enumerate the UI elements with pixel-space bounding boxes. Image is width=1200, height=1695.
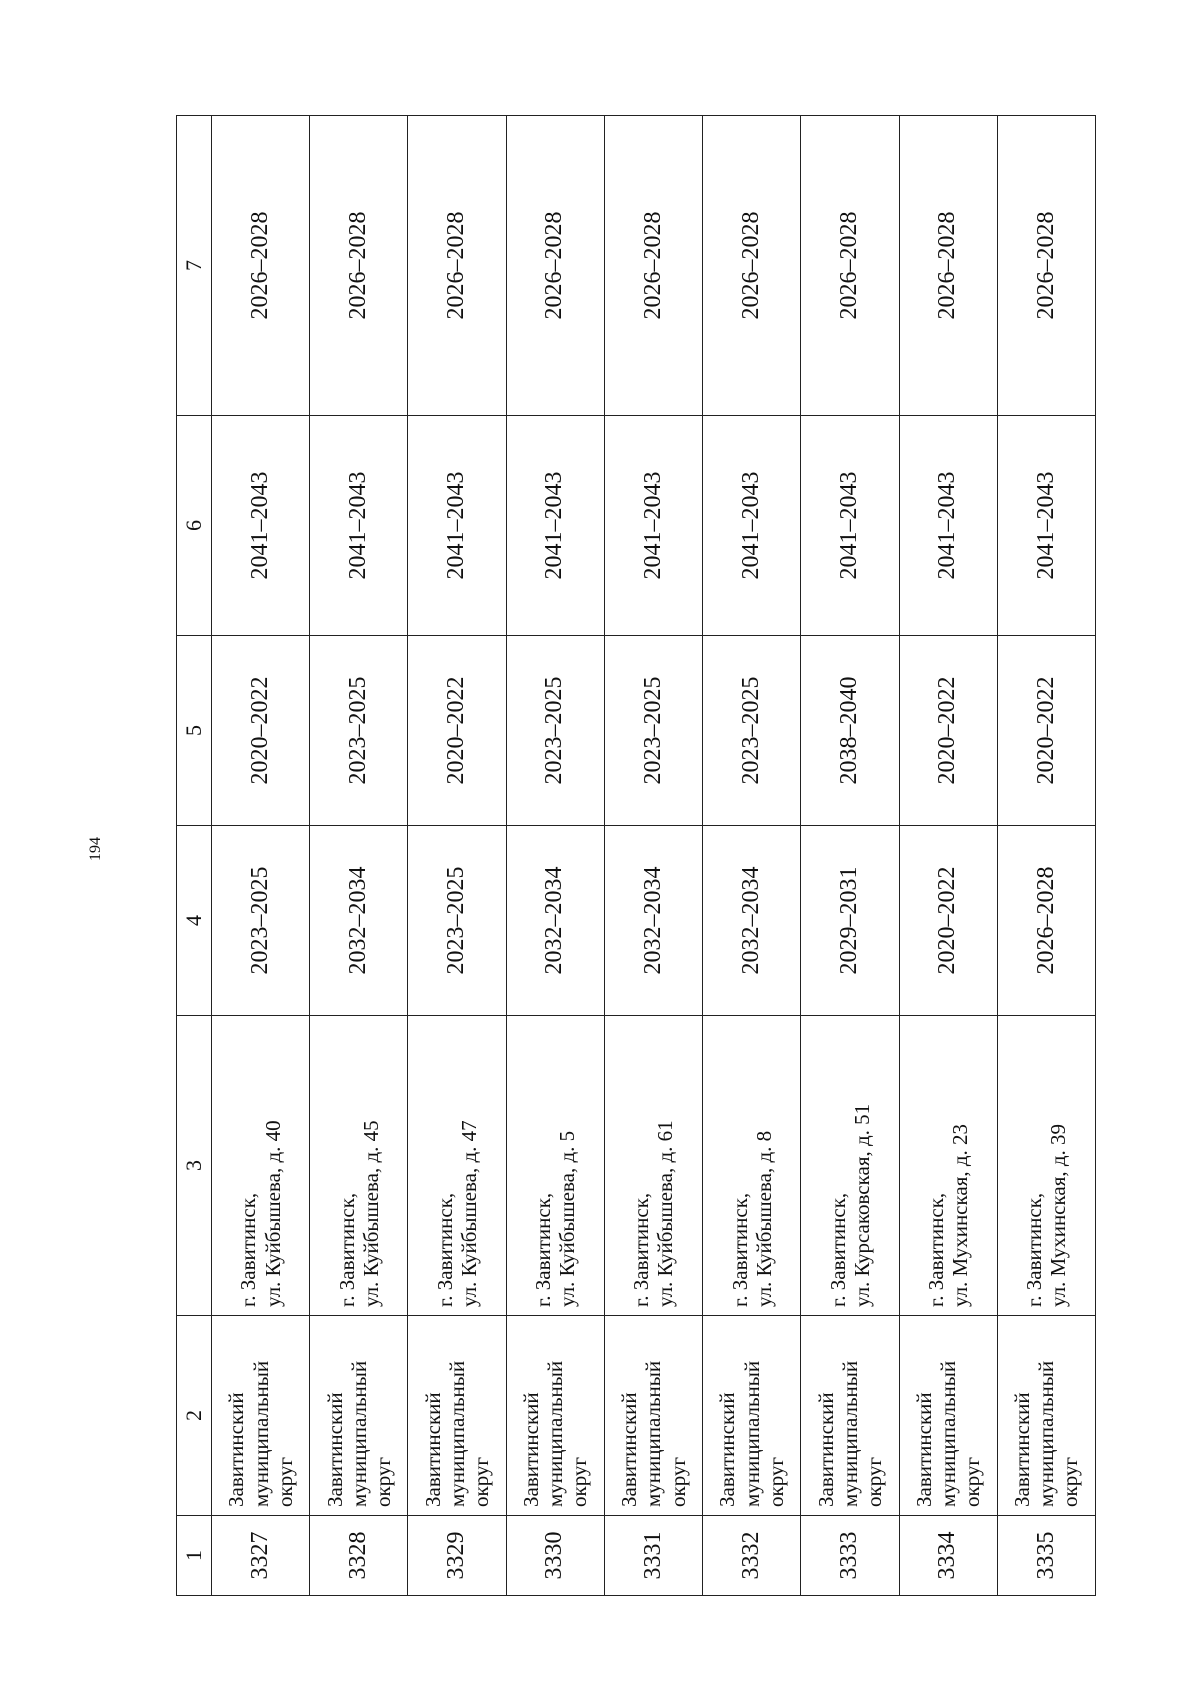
municipality-line: округ [469, 1456, 494, 1507]
period-col7: 2026–2028 [801, 116, 899, 416]
period-col5: 2020–2022 [212, 636, 310, 826]
period-col4: 2032–2034 [604, 826, 702, 1016]
period-col4: 2023–2025 [212, 826, 310, 1016]
municipality-line: Завитинский [911, 1392, 936, 1507]
address-cell [212, 1016, 310, 1316]
table-row [703, 116, 801, 1596]
municipality-line: муниципальный [641, 1360, 666, 1507]
period-col7: 2026–2028 [703, 116, 801, 416]
address-line: г. Завитинск, [629, 1192, 654, 1307]
municipality-line: округ [370, 1456, 395, 1507]
address-line: ул. Куйбышева, д. 40 [260, 1120, 285, 1307]
table-container [176, 116, 1096, 1596]
table-header-row [177, 116, 212, 1596]
municipality-cell [997, 1316, 1095, 1516]
municipality-line: округ [861, 1456, 886, 1507]
address-line: г. Завитинск, [727, 1192, 752, 1307]
address-cell [310, 1016, 408, 1316]
column-header: 1 [177, 1516, 212, 1596]
period-col5: 2023–2025 [310, 636, 408, 826]
period-col6: 2041–2043 [997, 416, 1095, 636]
municipality-cell [212, 1316, 310, 1516]
period-col7: 2026–2028 [604, 116, 702, 416]
municipality-cell [703, 1316, 801, 1516]
municipality-line: округ [272, 1456, 297, 1507]
address-line: ул. Куйбышева, д. 47 [457, 1120, 482, 1307]
period-col4: 2020–2022 [899, 826, 997, 1016]
address-line: ул. Куйбышева, д. 5 [555, 1130, 580, 1307]
period-col5: 2020–2022 [899, 636, 997, 826]
column-header: 7 [177, 116, 212, 416]
address-line: ул. Мухинская, д. 23 [948, 1123, 973, 1307]
municipality-line: муниципальный [543, 1360, 568, 1507]
column-header: 5 [177, 636, 212, 826]
period-col5: 2023–2025 [506, 636, 604, 826]
municipality-cell [310, 1316, 408, 1516]
period-col4: 2029–2031 [801, 826, 899, 1016]
period-col5: 2023–2025 [703, 636, 801, 826]
column-header: 4 [177, 826, 212, 1016]
period-col7: 2026–2028 [997, 116, 1095, 416]
address-line: ул. Курсаковская, д. 51 [849, 1103, 874, 1307]
row-id: 3330 [506, 1516, 604, 1596]
municipality-line: Завитинский [1010, 1392, 1035, 1507]
period-col4: 2026–2028 [997, 826, 1095, 1016]
row-id: 3329 [408, 1516, 506, 1596]
period-col5: 2038–2040 [801, 636, 899, 826]
address-line: ул. Куйбышева, д. 61 [653, 1120, 678, 1307]
period-col4: 2032–2034 [703, 826, 801, 1016]
municipality-line: округ [1058, 1456, 1083, 1507]
data-table [176, 115, 1096, 1596]
municipality-line: муниципальный [936, 1360, 961, 1507]
address-cell [997, 1016, 1095, 1316]
period-col4: 2032–2034 [506, 826, 604, 1016]
address-line: г. Завитинск, [531, 1192, 556, 1307]
address-line: г. Завитинск, [924, 1192, 948, 1307]
period-col7: 2026–2028 [212, 116, 310, 416]
period-col7: 2026–2028 [408, 116, 506, 416]
row-id: 3332 [703, 1516, 801, 1596]
page-number: 194 [87, 837, 104, 861]
municipality-cell [408, 1316, 506, 1516]
period-col6: 2041–2043 [310, 416, 408, 636]
table-row [506, 116, 604, 1596]
address-line: ул. Куйбышева, д. 45 [358, 1120, 383, 1307]
address-cell [408, 1016, 506, 1316]
row-id: 3333 [801, 1516, 899, 1596]
address-cell [506, 1016, 604, 1316]
row-id: 3335 [997, 1516, 1095, 1596]
period-col6: 2041–2043 [408, 416, 506, 636]
table-row [899, 116, 997, 1596]
address-line: г. Завитинск, [825, 1192, 850, 1307]
period-col4: 2023–2025 [408, 826, 506, 1016]
row-id: 3331 [604, 1516, 702, 1596]
row-id: 3327 [212, 1516, 310, 1596]
municipality-line: муниципальный [444, 1360, 469, 1507]
table-row [997, 116, 1095, 1596]
municipality-line: Завитинский [519, 1392, 544, 1507]
period-col5: 2023–2025 [604, 636, 702, 826]
address-cell [703, 1016, 801, 1316]
period-col6: 2041–2043 [801, 416, 899, 636]
municipality-cell [801, 1316, 899, 1516]
period-col6: 2041–2043 [604, 416, 702, 636]
column-header: 2 [177, 1316, 212, 1516]
municipality-line: округ [960, 1456, 985, 1507]
address-line: г. Завитинск, [432, 1192, 457, 1307]
municipality-cell [899, 1316, 997, 1516]
table-row [604, 116, 702, 1596]
municipality-line: муниципальный [1034, 1360, 1059, 1507]
table-row [310, 116, 408, 1596]
address-line: ул. Куйбышева, д. 8 [751, 1130, 776, 1307]
period-col4: 2032–2034 [310, 826, 408, 1016]
municipality-line: муниципальный [837, 1360, 862, 1507]
address-line: ул. Мухинская, д. 39 [1046, 1123, 1071, 1307]
period-col5: 2020–2022 [997, 636, 1095, 826]
row-id: 3328 [310, 1516, 408, 1596]
column-header: 3 [177, 1016, 212, 1316]
municipality-line: муниципальный [346, 1360, 371, 1507]
address-line: г. Завитинск, [334, 1192, 359, 1307]
table-row [408, 116, 506, 1596]
period-col6: 2041–2043 [899, 416, 997, 636]
address-line: г. Завитинск, [236, 1192, 261, 1307]
municipality-line: округ [567, 1456, 592, 1507]
table-row [801, 116, 899, 1596]
municipality-line: Завитинский [322, 1392, 347, 1507]
period-col7: 2026–2028 [506, 116, 604, 416]
period-col6: 2041–2043 [506, 416, 604, 636]
period-col5: 2020–2022 [408, 636, 506, 826]
address-cell [801, 1016, 899, 1316]
municipality-line: Завитинский [224, 1392, 249, 1507]
table-row [212, 116, 310, 1596]
municipality-line: округ [665, 1456, 690, 1507]
municipality-line: Завитинский [420, 1392, 445, 1507]
address-line: г. Завитинск, [1022, 1192, 1047, 1307]
period-col7: 2026–2028 [899, 116, 997, 416]
column-header: 6 [177, 416, 212, 636]
municipality-line: муниципальный [739, 1360, 764, 1507]
municipality-cell [506, 1316, 604, 1516]
address-cell [899, 1016, 997, 1316]
period-col6: 2041–2043 [703, 416, 801, 636]
row-id: 3334 [899, 1516, 997, 1596]
period-col7: 2026–2028 [310, 116, 408, 416]
municipality-cell [604, 1316, 702, 1516]
municipality-line: Завитинский [715, 1392, 740, 1507]
period-col6: 2041–2043 [212, 416, 310, 636]
municipality-line: округ [763, 1456, 788, 1507]
municipality-line: Завитинский [617, 1392, 642, 1507]
address-cell [604, 1016, 702, 1316]
municipality-line: муниципальный [248, 1360, 273, 1507]
municipality-line: Завитинский [813, 1392, 838, 1507]
